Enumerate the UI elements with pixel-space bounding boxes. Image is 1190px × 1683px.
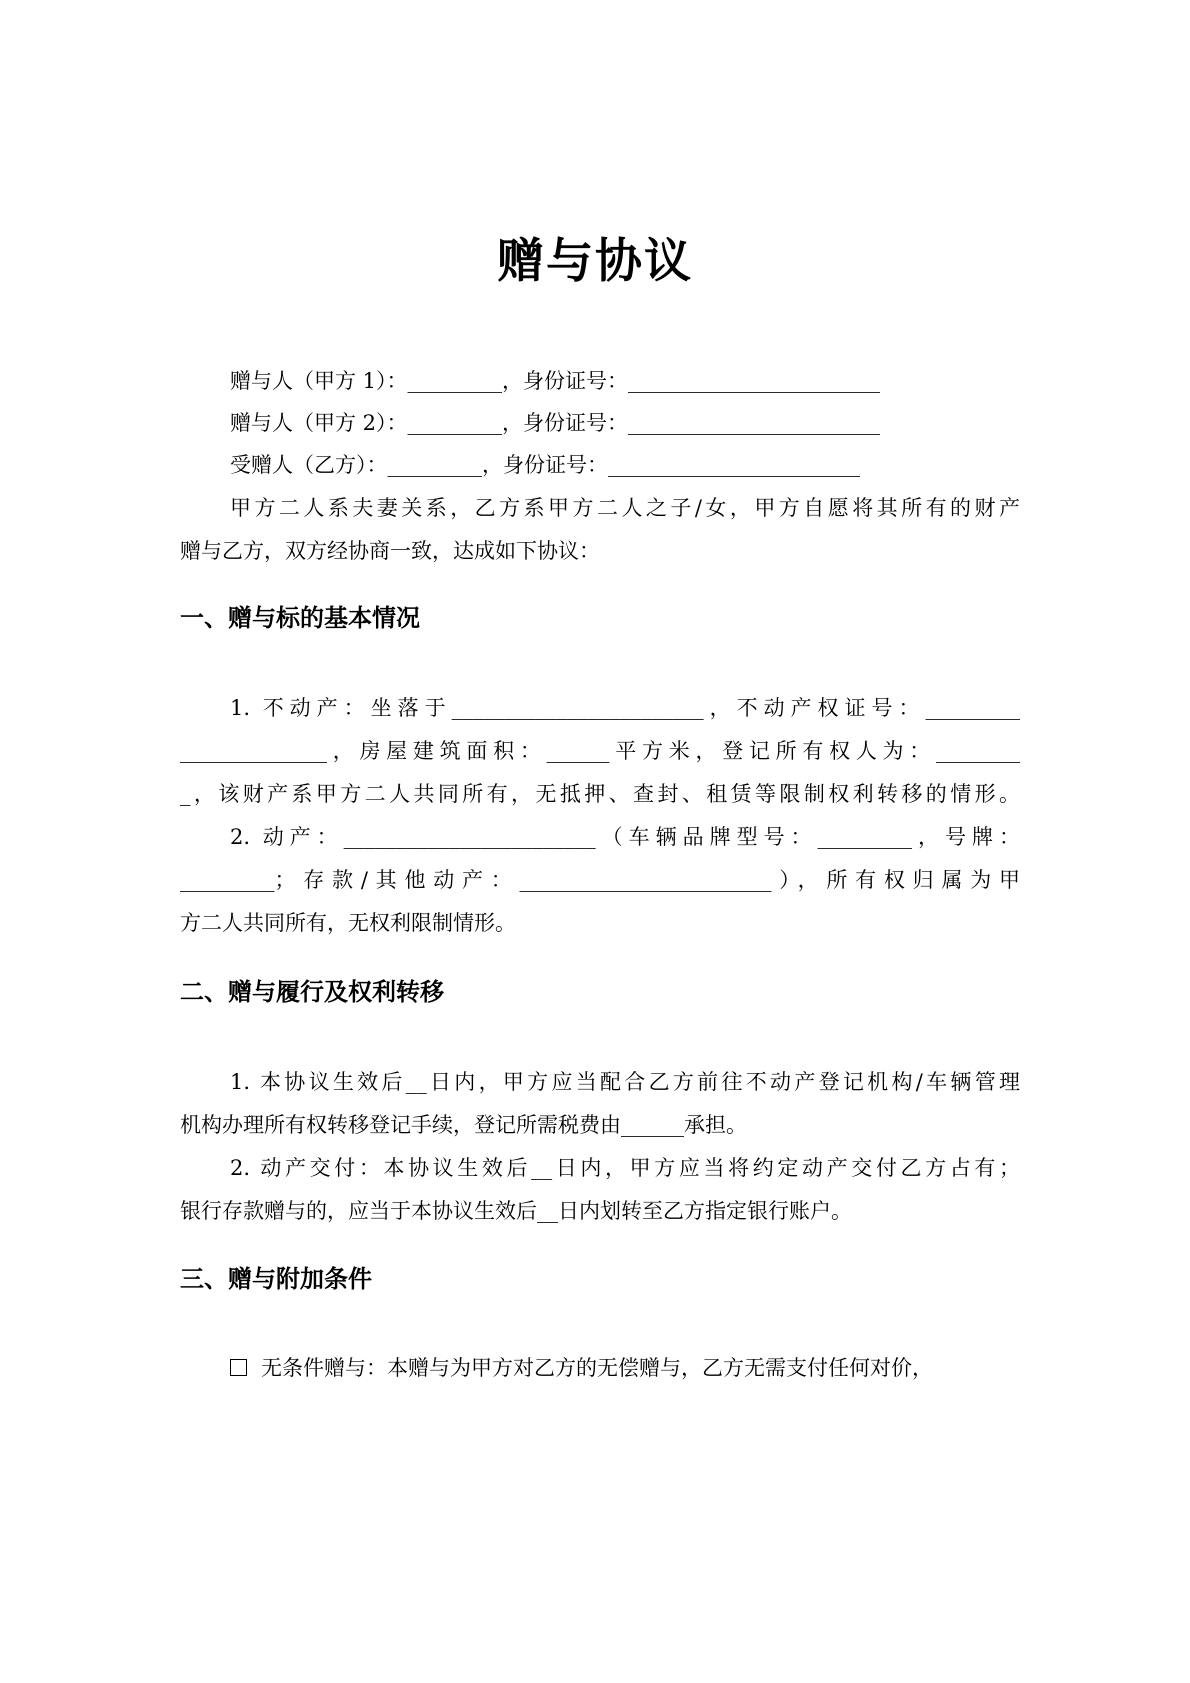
unconditional-gift-option[interactable] xyxy=(230,1352,1020,1384)
section1-line: ______________，房屋建筑面积：______平方米，登记所有权人为：________ xyxy=(180,739,1020,763)
section1-line: _________；存款/其他动产：________________________），所有权归属为甲 xyxy=(180,868,1020,892)
party-line-donor-1: 赠与人（甲方 1）：_________，身份证号：________________________ xyxy=(230,369,881,393)
section1-line: 2. 动产：________________________（车辆品牌型号：_________，号牌： xyxy=(230,825,1020,849)
party-line-donor-2: 赠与人（甲方 2）：_________，身份证号：________________________ xyxy=(230,411,881,435)
intro-line: 赠与乙方，双方经协商一致，达成如下协议： xyxy=(180,539,600,563)
unconditional-gift-text: 无条件赠与：本赠与为甲方对乙方的无偿赠与，乙方无需支付任何对价， xyxy=(261,1356,933,1380)
document-title: 赠与协议 xyxy=(497,234,693,289)
section1-line: 方二人共同所有，无权利限制情形。 xyxy=(180,911,516,935)
section-heading-1: 一、赠与标的基本情况 xyxy=(180,604,420,632)
section1-line: _，该财产系甲方二人共同所有，无抵押、查封、租赁等限制权利转移的情形。 xyxy=(180,782,1020,806)
intro-line: 甲方二人系夫妻关系，乙方系甲方二人之子/女，甲方自愿将其所有的财产 xyxy=(230,496,1020,520)
section-heading-2: 二、赠与履行及权利转移 xyxy=(180,978,444,1006)
section1-line: 1. 不动产：坐落于________________________，不动产权证号：_________ xyxy=(230,696,1020,720)
section-heading-3: 三、赠与附加条件 xyxy=(180,1265,372,1293)
section2-line: 1. 本协议生效后__日内，甲方应当配合乙方前往不动产登记机构/车辆管理 xyxy=(230,1070,1020,1094)
party-line-donee: 受赠人（乙方）：_________，身份证号：________________________ xyxy=(230,453,860,477)
section2-line: 机构办理所有权转移登记手续，登记所需税费由______承担。 xyxy=(180,1113,747,1137)
section2-line: 银行存款赠与的，应当于本协议生效后__日内划转至乙方指定银行账户。 xyxy=(180,1199,852,1223)
unconditional-gift-checkbox[interactable] xyxy=(230,1359,247,1376)
section2-line: 2. 动产交付：本协议生效后__日内，甲方应当将约定动产交付乙方占有； xyxy=(230,1156,1020,1180)
